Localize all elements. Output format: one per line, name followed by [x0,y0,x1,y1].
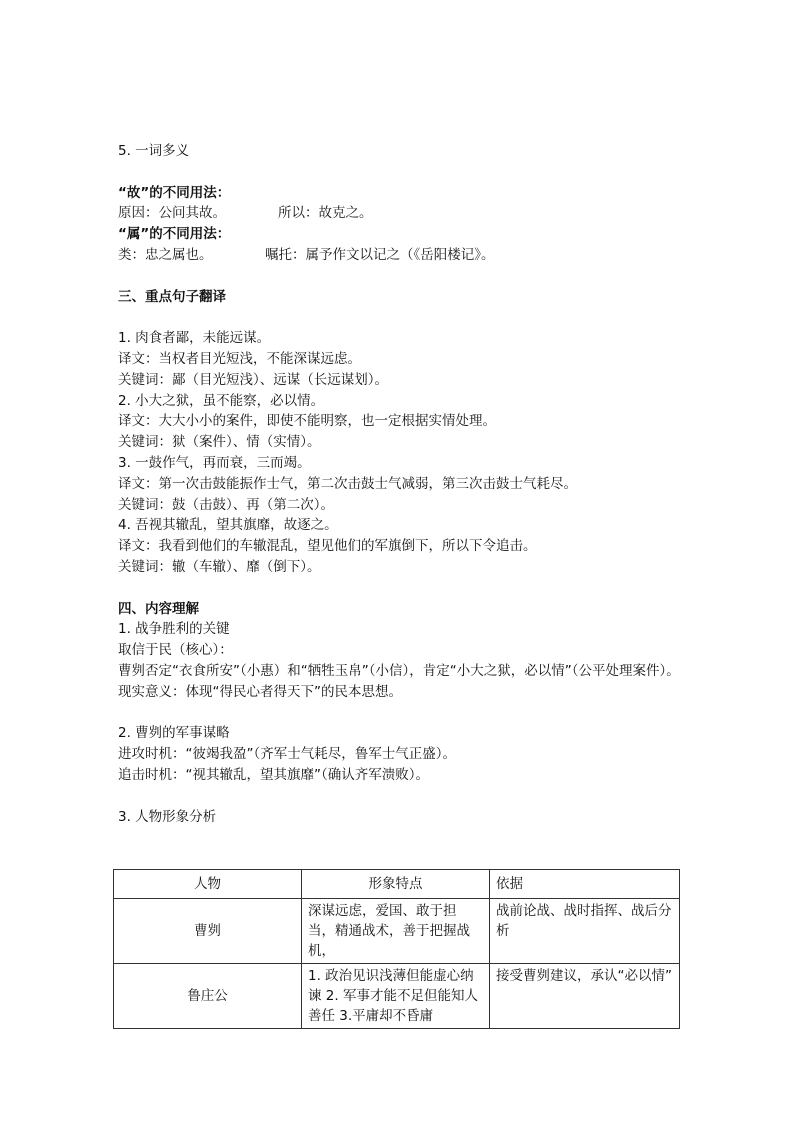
strategy-line2: 追击时机：“视其辙乱，望其旗靡”（确认齐军溃败）。 [118,766,429,783]
table-header-cell: 形象特点 [302,870,490,899]
keywords-1: 关键词：鄙（目光短浅）、远谋（长远谋划）。 [118,371,388,388]
zhu-usage-row [118,245,684,266]
table-row [114,899,680,964]
victory-key-title: 1. 战争胜利的关键 [118,621,230,638]
gu-usage-title: “故”的不同用法： [118,184,231,201]
sentence-2: 2. 小大之狱，虽不能察，必以情。 [118,392,325,409]
table-row [114,964,680,1029]
victory-key-line2: 曹刿否定“衣食所安”（小惠）和“牺牲玉帛”（小信），肯定“小大之狱，必以情”（公平处理案件）。 [118,662,680,679]
sentence-4: 4. 吾视其辙乱，望其旗靡，故逐之。 [118,517,338,534]
strategy-title: 2. 曹刿的军事谋略 [118,725,230,742]
translation-2: 译文：大大小小的案件，即使不能明察，也一定根据实情处理。 [118,413,496,430]
victory-key-line1: 取信于民（核心）： [118,642,233,659]
table-cell-name: 鲁庄公 [114,964,302,1029]
table-cell-name: 曹刿 [114,899,302,964]
translation-4: 译文：我看到他们的车辙混乱，望见他们的军旗倒下，所以下令追击。 [118,538,537,555]
section5-heading: 5. 一词多义 [118,143,190,159]
table-header-row [114,870,680,899]
table-cell-traits: 深谋远虑，爱国、敢于担当，精通战术，善于把握战机， [302,899,490,964]
keywords-2: 关键词：狱（案件）、情（实情）。 [118,434,321,451]
gu-usage-row [118,203,684,224]
table-cell-basis: 接受曹刿建议，承认“必以情” [490,964,680,1029]
zhu-usage-2: 嘱托：属予作文以记之（《岳阳楼记》。 [265,246,495,263]
victory-key-line3: 现实意义：体现“得民心者得天下”的民本思想。 [118,683,402,700]
table-cell-basis: 战前论战、战时指挥、战后分析 [490,899,680,964]
gu-usage-2: 所以：故克之。 [278,205,373,222]
document-body [118,141,684,827]
sentence-1: 1. 肉食者鄙，未能远谋。 [118,330,271,347]
sentence-3: 3. 一鼓作气，再而衰，三而竭。 [118,454,311,471]
zhu-usage-title: “属”的不同用法： [118,226,231,243]
keywords-3: 关键词：鼓（击鼓）、再（第二次）。 [118,496,334,513]
translation-3: 译文：第一次击鼓能振作士气，第二次击鼓士气减弱，第三次击鼓士气耗尽。 [118,475,577,492]
table-header-cell: 人物 [114,870,302,899]
gu-usage-1: 原因：公问其故。 [118,205,226,222]
character-analysis-title: 3. 人物形象分析 [118,808,217,825]
table-header-cell: 依据 [490,870,680,899]
keywords-4: 关键词：辙（车辙）、靡（倒下）。 [118,558,321,575]
character-table [113,869,680,1029]
section3-heading: 三、重点句子翻译 [118,288,226,305]
section4-heading: 四、内容理解 [118,600,199,617]
zhu-usage-1: 类：忠之属也。 [118,246,213,263]
strategy-line1: 进攻时机：“彼竭我盈”（齐军士气耗尽，鲁军士气正盛）。 [118,746,456,763]
table-cell-traits: 1. 政治见识浅薄但能虚心纳谏 2. 军事才能不足但能知人善任 3.平庸却不昏庸 [302,964,490,1029]
translation-1: 译文：当权者目光短浅，不能深谋远虑。 [118,350,361,367]
